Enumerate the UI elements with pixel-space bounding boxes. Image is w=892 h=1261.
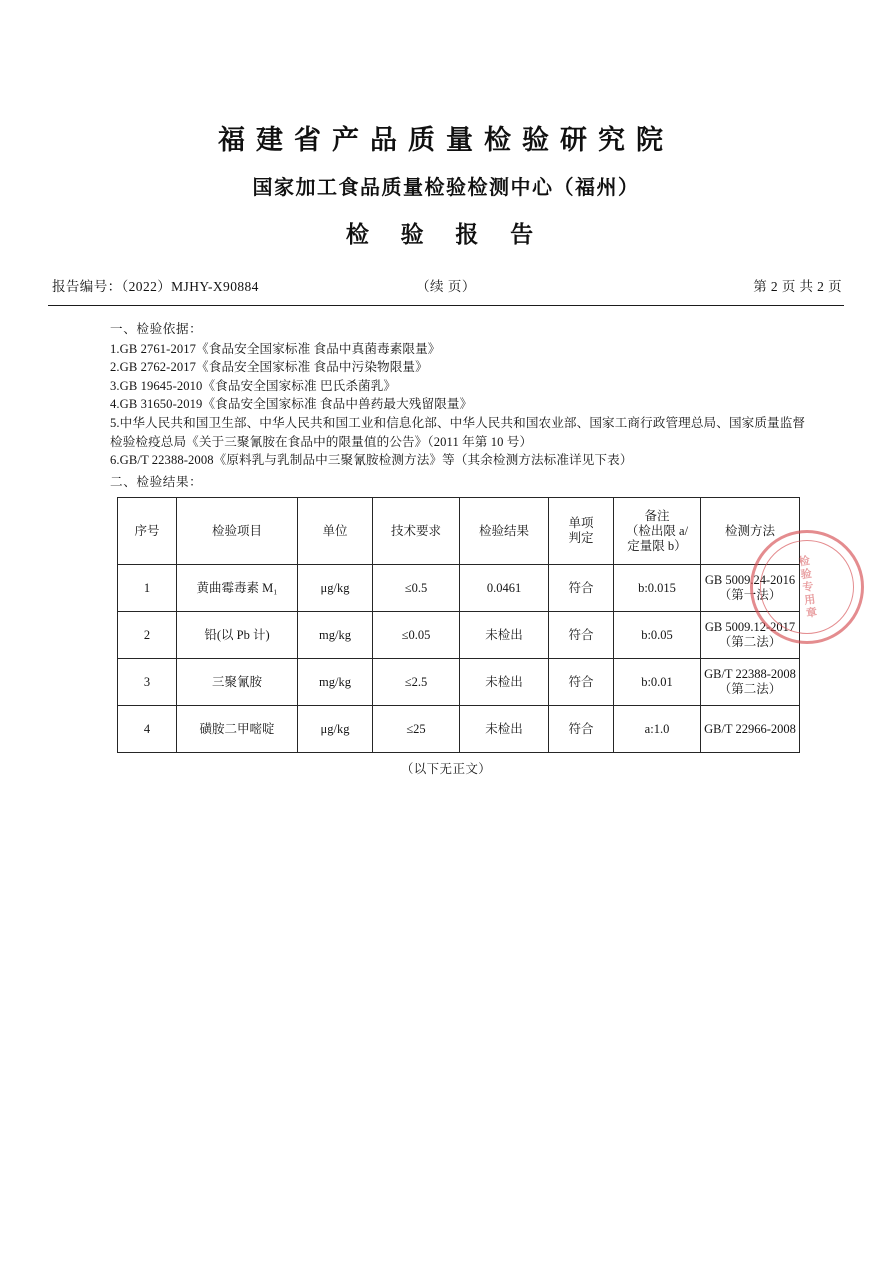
th-note [614, 498, 701, 565]
cell-index: 1 [118, 565, 177, 612]
cell-note: b:0.01 [614, 659, 701, 706]
seal-text: 检验专用章 [796, 553, 818, 621]
center-title: 国家加工食品质量检验检测中心（福州） [252, 177, 640, 199]
basis-section-title: 一、检验依据： [110, 322, 203, 336]
basis-item: 6.GB/T 22388-2008《原料乳与乳制品中三聚氰胺检测方法》等（其余检测方法标准详见下表） [110, 453, 633, 468]
cell-verdict: 符合 [549, 706, 614, 753]
header-divider [48, 305, 844, 306]
cell-unit: μg/kg [298, 565, 373, 612]
basis-item: 3.GB 19645-2010《食品安全国家标准 巴氏杀菌乳》 [110, 378, 397, 393]
basis-item: 2.GB 2762-2017《食品安全国家标准 食品中污染物限量》 [110, 360, 428, 375]
th-result: 检验结果 [460, 498, 549, 565]
cell-method-line1: GB/T 22388-2008 [704, 667, 796, 682]
cell-requirement: ≤2.5 [373, 659, 460, 706]
table-row [118, 612, 800, 659]
th-note-line3: 定量限 b） [627, 538, 687, 553]
cell-item: 磺胺二甲嘧啶 [177, 706, 298, 753]
cell-unit: mg/kg [298, 612, 373, 659]
title-block [0, 0, 892, 249]
cell-method [701, 659, 800, 706]
cell-note: b:0.05 [614, 612, 701, 659]
th-requirement: 技术要求 [373, 498, 460, 565]
cell-requirement: ≤0.05 [373, 612, 460, 659]
cell-item: 铅(以 Pb 计) [177, 612, 298, 659]
table-row [118, 706, 800, 753]
th-index: 序号 [118, 498, 177, 565]
table-row [118, 565, 800, 612]
cell-item: 三聚氰胺 [177, 659, 298, 706]
cell-method [701, 706, 800, 753]
basis-item: 5.中华人民共和国卫生部、中华人民共和国工业和信息化部、中华人民共和国农业部、国家工商行政管理总局、国家质量监督检验检疫总局《关于三聚氰胺在食品中的限量值的公告》（2011 年第 10 号） [110, 415, 806, 449]
th-method: 检测方法 [701, 498, 800, 565]
basis-item: 1.GB 2761-2017《食品安全国家标准 食品中真菌毒素限量》 [110, 341, 441, 356]
results-table-wrap [117, 497, 796, 777]
results-table-body [118, 565, 800, 753]
cell-result: 0.0461 [460, 565, 549, 612]
report-number: 报告编号：（2022）MJHY-X90884 [52, 279, 259, 294]
cell-index: 2 [118, 612, 177, 659]
page-number: 第 2 页 共 2 页 [753, 279, 842, 294]
cell-verdict: 符合 [549, 659, 614, 706]
cell-requirement: ≤0.5 [373, 565, 460, 612]
organization-title: 福建省产品质量检验研究院 [218, 125, 674, 155]
report-meta-row [0, 275, 892, 299]
results-section-title: 二、检验结果： [110, 474, 203, 489]
cell-unit: mg/kg [298, 659, 373, 706]
cell-method-line1: GB 5009.24-2016 [704, 573, 796, 588]
cell-method-line1: GB/T 22966-2008 [704, 721, 796, 736]
cell-method-line1: GB 5009.12-2017 [704, 620, 796, 635]
th-verdict-line2: 判定 [568, 531, 594, 546]
cell-verdict: 符合 [549, 565, 614, 612]
continued-label: （续 页） [416, 279, 476, 294]
basis-item: 4.GB 31650-2019《食品安全国家标准 食品中兽药最大残留限量》 [110, 397, 473, 412]
th-unit: 单位 [298, 498, 373, 565]
cell-index: 4 [118, 706, 177, 753]
cell-unit: μg/kg [298, 706, 373, 753]
end-of-text-note: （以下无正文） [400, 762, 492, 777]
cell-result: 未检出 [460, 659, 549, 706]
th-note-line2: （检出限 a/ [625, 523, 689, 538]
th-verdict-line1: 单项 [568, 516, 594, 531]
cell-item: 黄曲霉毒素 M₁ [177, 565, 298, 612]
cell-note: a:1.0 [614, 706, 701, 753]
cell-result: 未检出 [460, 706, 549, 753]
th-note-line1: 备注 [644, 508, 670, 523]
cell-method-line2: （第一法） [718, 588, 782, 603]
results-table [117, 497, 800, 753]
th-item: 检验项目 [177, 498, 298, 565]
cell-verdict: 符合 [549, 612, 614, 659]
table-row [118, 659, 800, 706]
page-title: 检 验 报 告 [345, 222, 547, 247]
cell-result: 未检出 [460, 612, 549, 659]
cell-index: 3 [118, 659, 177, 706]
cell-method-line2: （第二法） [718, 682, 782, 697]
cell-requirement: ≤25 [373, 706, 460, 753]
results-table-head [118, 498, 800, 565]
th-verdict [549, 498, 614, 565]
table-header-row [118, 498, 800, 565]
basis-section [0, 320, 892, 491]
cell-note: b:0.015 [614, 565, 701, 612]
official-seal [750, 530, 864, 644]
cell-method-line2: （第二法） [718, 635, 782, 650]
